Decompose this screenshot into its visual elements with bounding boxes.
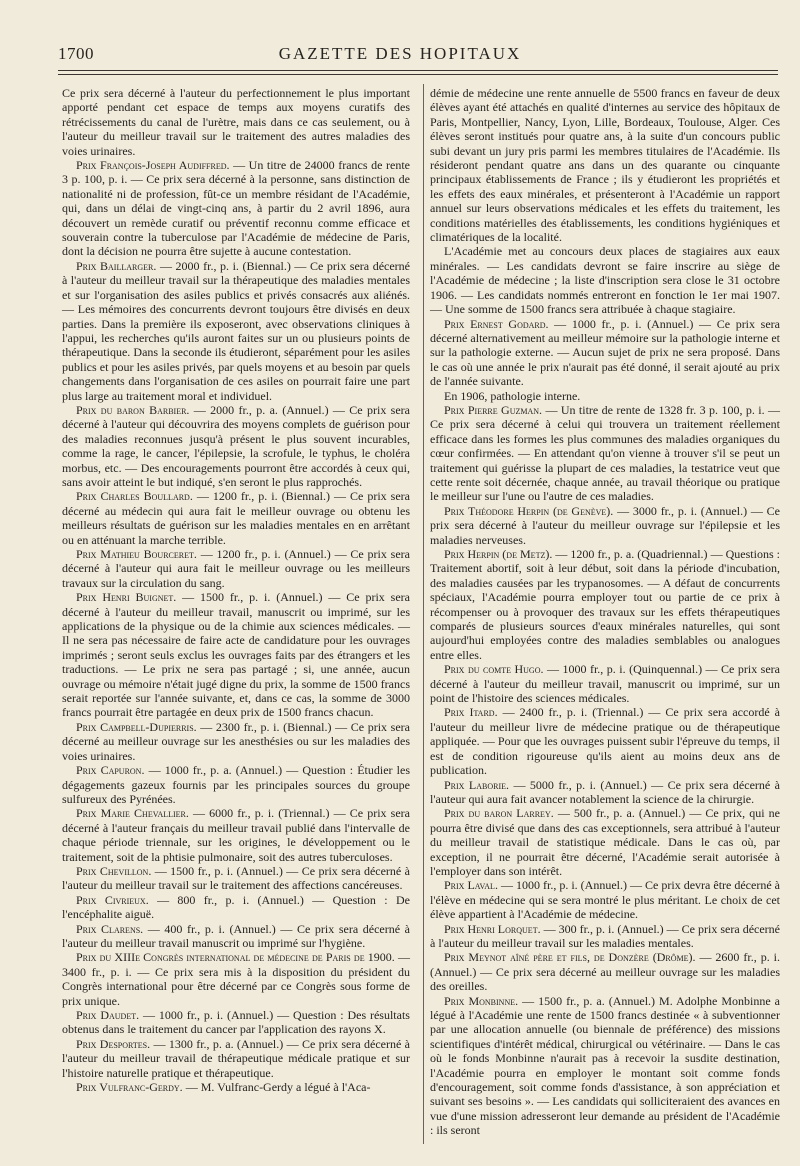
- prize-entry: [430, 504, 780, 547]
- prize-entry: [62, 763, 410, 806]
- paragraph-text: — 300 fr., p. i. (Annuel.) — Ce prix sera décerné à l'auteur du meilleur travail sur les maladies mentales.: [430, 921, 781, 950]
- prize-name: Prix Daudet.: [76, 1008, 140, 1022]
- header-rule-thin: [58, 74, 778, 75]
- paragraph-text: — 1000 fr., p. i. (Annuel.) — Ce prix devra être décerné à l'élève en médecine qui se sera montré le plus méritant. Le choix de cet élève appartient à l'Académie de médecine.: [430, 878, 780, 922]
- paragraph-text: — 3000 fr., p. i. (Annuel.) — Ce prix sera décerné à l'auteur du meilleur ouvrage sur l'épilepsie et les maladies nerveuses.: [430, 503, 780, 547]
- paragraph-text: — 1000 fr., p. i. (Annuel.) — Ce prix sera décerné alternativement au meilleur mémoire sur la pathologie interne et sur la pathologie externe. — Aucun sujet de prix ne sera proposé. Dans le cas où une année le prix n'aurait pas été donné, il serait ajouté au prix de l'année suivante.: [430, 316, 780, 389]
- prize-entry: [430, 403, 780, 504]
- prize-name: Prix Mathieu Bourceret.: [76, 547, 197, 561]
- column-divider: [423, 84, 424, 1144]
- left-column: [62, 86, 410, 1094]
- paragraph-text: — 2300 fr., p. i. (Biennal.) — Ce prix sera décerné au meilleur ouvrage sur les anesthésies ou sur les maladies des voies urinaires.: [62, 719, 410, 763]
- prize-entry: [62, 893, 410, 922]
- prize-name: Prix Monbinne.: [444, 993, 519, 1008]
- prize-entry: [430, 662, 780, 705]
- prize-entry: [430, 317, 780, 389]
- prize-entry: [62, 864, 410, 893]
- paragraph-text: — Un titre de 24000 francs de rente 3 p. 100, p. i. — Ce prix sera décerné à la personne, sans distinction de nationalité ni de profession, fût-ce un membre résidant de l'Académie, qui, dans un délai de vingt-cinq ans, à partir du 2 avril 1896, aura découvert un remède curatif ou préventif reconnu comme efficace et souverain contre la tuberculose par l'Académie de médecine de Paris, dont la décision ne pourra être sujette à aucune contestation.: [62, 158, 410, 259]
- prize-name: Prix Herpin (de Metz).: [444, 547, 553, 561]
- paragraph-text: — 1300 fr., p. a. (Annuel.) — Ce prix sera décerné à l'auteur du meilleur travail de thérapeutique médicale pratique et sur l'histoire naturelle pratique et thérapeutique.: [62, 1036, 410, 1080]
- prize-entry: [62, 158, 410, 259]
- prize-name: Prix Meynot aîné père et fils, de Donzère (Drôme).: [444, 950, 696, 965]
- prize-name: Prix Campbell-Dupierris.: [76, 719, 197, 734]
- prize-entry: [62, 720, 410, 763]
- prize-entry: [430, 878, 780, 921]
- prize-entry: [62, 950, 410, 1008]
- prize-entry: [62, 590, 410, 720]
- prize-name: Prix Théodore Herpin (de Genève).: [444, 503, 614, 518]
- prize-entry: [62, 806, 410, 864]
- prize-name: Prix Civrieux.: [76, 892, 149, 907]
- prize-entry: [430, 922, 780, 951]
- paragraph-text: — 1500 fr., p. i. (Annuel.) — Ce prix sera décerné à l'auteur du meilleur travail sur le traitement des affections cancéreuses.: [62, 863, 411, 893]
- prize-entry: [62, 547, 410, 590]
- prize-entry: [430, 705, 780, 777]
- paragraph-text: — 2000 fr., p. i. (Biennal.) — Ce prix sera décerné à l'auteur du meilleur travail sur la thérapeutique des maladies mentales et sur l'organisation des asiles publics et privés consacrés aux aliénés. — Les mémoires des concurrents devront toujours être divisés en deux parties. Dans la première ils exposeront, avec observations cliniques à l'appui, les recherches qu'ils auront faites sur un ou plusieurs points de thérapeutique. Dans la seconde ils étudieront, séparément pour les asiles publics et pour les asiles privés, par quels moyens et au besoin par quels changements dans l'organisation de ces asiles on pourrait faire une part plus large au traitement moral et individuel.: [62, 258, 410, 403]
- prize-entry: [430, 547, 780, 662]
- prize-name: Prix Clarens.: [76, 921, 144, 936]
- page-number: 1700: [58, 44, 94, 63]
- paragraph: [430, 86, 780, 244]
- prize-name: Prix Ernest Godard.: [444, 316, 549, 331]
- right-column: [430, 86, 780, 1138]
- paragraph-text: — 1000 fr., p. a. (Annuel.) — Question : Étudier les dégagements gazeux fournis par les principales sources du groupe sulfureux des Pyrénées.: [62, 763, 410, 806]
- paragraph-text: — 5000 fr., p. i. (Annuel.) — Ce prix sera décerné à l'auteur qui aura fait avancer notablement la science de la chirurgie.: [430, 777, 780, 806]
- paragraph-text: — 2400 fr., p. i. (Triennal.) — Ce prix sera accordé à l'auteur du meilleur livre de médecine pratique ou de thérapeutique appliquée. — Pour que les ouvrages puissent subir l'épreuve du temps, il est de condition rigoureuse qu'ils aient au moins deux ans de publication.: [430, 705, 780, 778]
- prize-name: Prix Marie Chevallier.: [76, 806, 189, 821]
- prize-name: Prix Desportes.: [76, 1036, 151, 1051]
- prize-name: Prix Itard.: [444, 705, 498, 720]
- running-head-title: GAZETTE DES HOPITAUX: [278, 44, 522, 63]
- paragraph-text: — 1000 fr., p. i. (Quinquennal.) — Ce prix sera décerné à l'auteur du meilleur travail, manuscrit ou imprimé, sur un point de l'histoire des sciences médicales.: [430, 662, 780, 706]
- paragraph: [62, 86, 410, 158]
- prize-name: Prix du comte Hugo.: [444, 662, 544, 677]
- paragraph-text: — 2600 fr., p. i. (Annuel.) — Ce prix sera décerné au meilleur ouvrage sur les maladies des oreilles.: [430, 950, 780, 994]
- paragraph-text: — 500 fr., p. a. (Annuel.) — Ce prix, qui ne pourra être divisé que dans des cas exceptionnels, sera attribué à l'auteur du meilleur travail de statistique médicale. Dans le cas où, par exception, il ne pourrait être décerné, l'Académie serait autorisée à l'employer dans son intérêt.: [430, 806, 781, 878]
- prize-name: Prix Henri Lorquet.: [444, 921, 541, 936]
- prize-name: Prix Chevillon.: [76, 863, 152, 878]
- paragraph: [430, 244, 780, 316]
- prize-name: Prix du baron Barbier.: [76, 402, 190, 417]
- prize-name: Prix du XIIIe Congrès international de médecine de Paris de 1900.: [76, 950, 395, 965]
- prize-name: Prix Vulfranc-Gerdy.: [76, 1080, 183, 1095]
- prize-entry: [62, 403, 410, 489]
- paragraph-text: — Un titre de rente de 1328 fr. 3 p. 100, p. i. — Ce prix sera décerné à celui qui trouvera un traitement réellement efficace dans les formes les plus communes des maladies organiques du cœur confirmées. — En attendant qu'on vienne à trouver s'il se peut un traitement qui guérisse la plupart de ces maladies, la testatrice veut que cette rente soit décernée, chaque année, au travail théorique ou pratique le meilleur sur l'une ou l'autre de ces maladies.: [430, 402, 780, 504]
- paragraph-text: — 1500 fr., p. a. (Annuel.) M. Adolphe Monbinne a légué à l'Académie une rente de 1500 francs destinée « à subventionner par une allocation annuelle (ou biennale de préférence) des missions scientifiques d'intérêt médical, chirurgical ou vétérinaire. — Dans le cas où le fonds Monbinne n'aurait pas à recevoir la susdite destination, l'Académie pourra en employer le montant soit comme fonds d'encouragement, soit comme fonds d'assistance, à son appréciation et suivant ses besoins ». — Les candidats qui solliciteraient des avances en vue d'une mission adresseront leur demande au président de l'Académie : ils seront: [430, 993, 780, 1138]
- prize-entry: [430, 778, 780, 807]
- prize-entry: [430, 950, 780, 993]
- prize-entry: [430, 806, 780, 878]
- paragraph-text: — 1200 fr., p. a. (Quadriennal.) — Questions : Traitement abortif, soit à leur début, soit dans la période d'incubation, des maladies causées par les trypanosomes. — A défaut de concurrents spéciaux, l'Académie pourra employer tout ou partie de ce prix à récompenser ou à provoquer des travaux sur les effets thérapeutiques comparés de plusieurs sources d'eaux minérales naturelles, qui sont aujourd'hui employées contre des maladies semblables ou analogues entre elles.: [430, 547, 780, 662]
- prize-name: Prix Baillarger.: [76, 258, 157, 273]
- paragraph-text: — 1200 fr., p. i. (Biennal.) — Ce prix sera décerné au médecin qui aura fait le meilleur ouvrage ou obtenu les meilleurs résultats de guérison sur les maladies mentales en en arrêtant ou en atténuant la marche terrible.: [62, 489, 410, 547]
- prize-entry: [62, 1080, 410, 1094]
- paragraph-text: En 1906, pathologie interne.: [444, 388, 581, 403]
- prize-name: Prix François-Joseph Audiffred.: [76, 158, 230, 173]
- paragraph-text: — 800 fr., p. i. (Annuel.) — Question : De l'encéphalite aiguë.: [62, 892, 410, 922]
- prize-entry: [430, 994, 780, 1138]
- paragraph-text: L'Académie met au concours deux places de stagiaires aux eaux minérales. — Les candidats devront se faire inscrire au siège de l'Académie de médecine ; la liste d'inscription sera close le 31 octobre 1906. — Les candidats nommés entreront en fonction le 1er mai 1907. — Une somme de 1500 francs sera attribuée à chaque stagiaire.: [430, 244, 780, 317]
- prize-name: Prix Capuron.: [76, 763, 145, 778]
- prize-entry: [62, 1037, 410, 1080]
- paragraph-text: démie de médecine une rente annuelle de 5500 francs en faveur de deux élèves ayant été attachés en qualité d'internes au service des hôpitaux de Paris, Montpellier, Nancy, Lyon, Lille, Bordeaux, Toulouse, Alger. Ces élèves seront institués pour quatre ans, à la suite d'un concours public subi devant un jury pris parmi les membres titulaires de l'Académie. Ils résideront pendant quatre ans dans un des quarante ou cinquante principaux établissements de France ; ils y étudieront les propriétés et les effets des eaux minérales, et présenteront à l'Académie un rapport annuel sur leurs observations médicales et les effets du traitement, les conditions matérielles des établissements, les conditions hygiéniques et climatériques de la localité.: [430, 86, 780, 245]
- paragraph-text: — 1200 fr., p. i. (Annuel.) — Ce prix sera décerné à l'auteur qui aura fait le meilleur ouvrage ou les meilleurs travaux sur la circulation du sang.: [62, 547, 410, 590]
- paragraph: [430, 389, 780, 403]
- prize-entry: [62, 1008, 410, 1037]
- header-rule-thick: [58, 70, 778, 71]
- prize-name: Prix Laval.: [444, 878, 498, 893]
- prize-name: Prix Pierre Guzman.: [444, 402, 543, 417]
- prize-name: Prix Laborie.: [444, 777, 510, 792]
- prize-name: Prix Henri Buignet.: [76, 590, 177, 605]
- prize-entry: [62, 259, 410, 403]
- paragraph-text: — 2000 fr., p. a. (Annuel.) — Ce prix sera décerné à l'auteur qui découvrira des moyens complets de guérison pour des maladies reconnues jusqu'à présent le plus souvent incurables, comme la rage, le cancer, l'épilepsie, la scrofule, le typhus, le choléra morbus, etc. — Des encouragements pourront être accordés à ceux qui, sans avoir atteint le but indiqué, s'en seront le plus rapprochés.: [62, 402, 410, 489]
- paragraph-text: — 1000 fr., p. i. (Annuel.) — Question : Des résultats obtenus dans le traitement du cancer par l'application des rayons X.: [62, 1008, 410, 1037]
- paragraph-text: Ce prix sera décerné à l'auteur du perfectionnement le plus important apporté pendant cet espace de temps aux moyens curatifs des rétrécissements du canal de l'urètre, mais dans ce cas seulement, ou à l'auteur du meilleur travail sur le traitement des autres maladies des voies urinaires.: [62, 86, 410, 158]
- prize-name: Prix Charles Boullard.: [76, 489, 193, 504]
- paragraph-text: — 6000 fr., p. i. (Triennal.) — Ce prix sera décerné à l'auteur français du meilleur travail publié dans l'intervalle de chaque période triennale, sur les origines, le développement ou le traitement, soit de la phtisie pulmonaire, soit des autres tuberculoses.: [62, 806, 410, 864]
- paragraph-text: — 1500 fr., p. i. (Annuel.) — Ce prix sera décerné à l'auteur du meilleur travail, manuscrit ou imprimé, sur les applications de la physique ou de la chimie aux sciences médicales. — Il ne sera pas nécessaire de faire acte de candidature pour les ouvrages imprimés ; seront seuls exclus les ouvrages faits par des étrangers et les traductions. — Le prix ne sera pas partagé ; si, une année, aucun ouvrage ou mémoire n'était jugé digne du prix, la somme de 1500 francs serait reportée sur l'année suivante, et, dans ce cas, la somme de 3000 francs pourrait être partagée en deux prix de 1500 francs chacun.: [62, 590, 410, 720]
- prize-name: Prix du baron Larrey.: [444, 806, 554, 821]
- prize-entry: [62, 922, 410, 951]
- paragraph-text: — M. Vulfranc-Gerdy a légué à l'Aca-: [182, 1080, 371, 1095]
- prize-entry: [62, 489, 410, 547]
- paragraph-text: — 3400 fr., p. i. — Ce prix sera mis à la disposition du président du Congrès international pour être décerné par ce Congrès sous forme de prix unique.: [62, 950, 410, 1008]
- paragraph-text: — 400 fr., p. i. (Annuel.) — Ce prix sera décerné à l'auteur du meilleur travail manuscrit ou imprimé sur l'hygiène.: [62, 921, 410, 950]
